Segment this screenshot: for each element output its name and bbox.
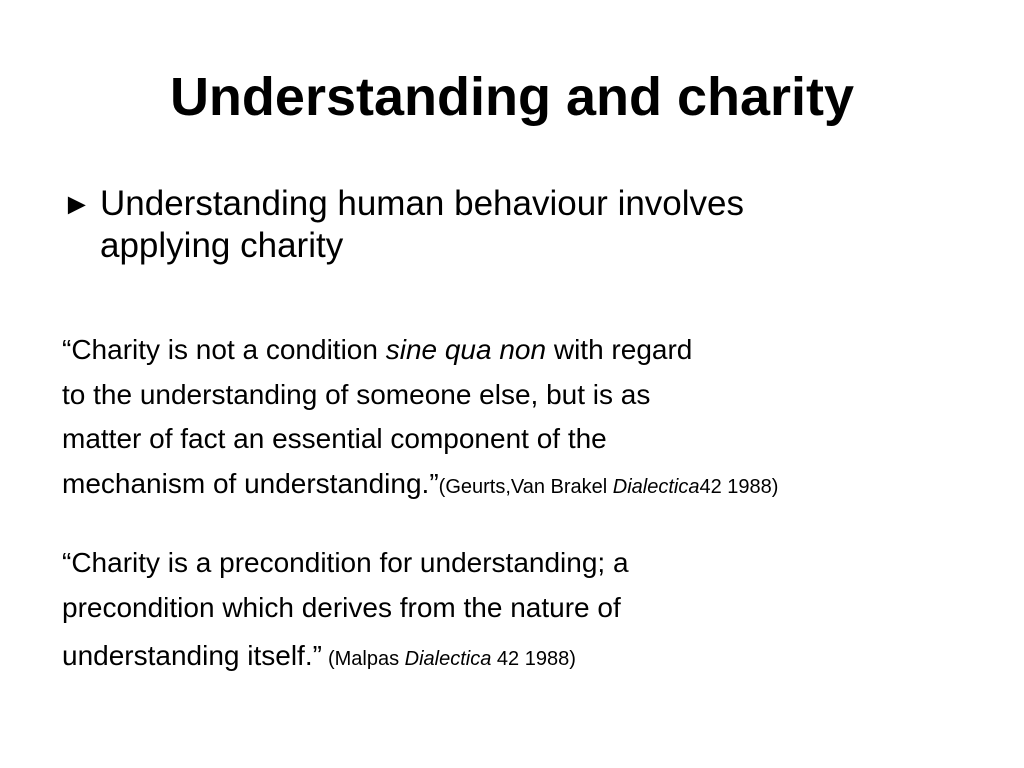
quote1-line-4 xyxy=(62,462,982,510)
bullet-point xyxy=(62,183,922,267)
quote2-line-3 xyxy=(62,630,982,685)
quote1-latin-phrase: sine qua non xyxy=(385,334,547,365)
quote1-line-3: matter of fact an essential component of the xyxy=(62,423,607,454)
bullet-arrow-icon: ► xyxy=(62,188,92,221)
quote2-line-3-text: understanding itself.” xyxy=(62,640,322,671)
quote2-line-1: “Charity is a precondition for understanding; a xyxy=(62,547,629,578)
quote1-citation-year: 42 1988) xyxy=(699,475,779,498)
quote1-line-1-text: “Charity is not a condition xyxy=(62,334,386,365)
quote1-line-1 xyxy=(62,328,982,373)
quote2-citation-year: 42 1988) xyxy=(491,648,576,670)
quote1-line-2: to the understanding of someone else, but is as xyxy=(62,378,651,410)
quote1-line-1-end: with regard xyxy=(546,334,693,365)
slide-title: Understanding and charity xyxy=(169,67,855,127)
bullet-line-1: Understanding human behaviour involves xyxy=(100,184,745,223)
quote1-citation-journal: Dialectica xyxy=(612,475,700,498)
quote2-citation-author: (Malpas xyxy=(327,648,405,670)
quote1-line-4-text: mechanism of understanding.” xyxy=(62,467,439,499)
bullet-line-2: applying charity xyxy=(100,226,344,265)
quote-malpas xyxy=(62,541,982,685)
bullet-text xyxy=(100,183,922,267)
quote2-citation-journal: Dialectica xyxy=(404,648,492,670)
quote2-line-2: precondition which derives from the nature of xyxy=(62,591,621,623)
quote2-citation xyxy=(328,648,576,670)
quote1-citation xyxy=(439,476,779,498)
quote-geurts-van-brakel xyxy=(62,328,982,509)
quote1-citation-authors: (Geurts,Van Brakel xyxy=(438,475,613,498)
